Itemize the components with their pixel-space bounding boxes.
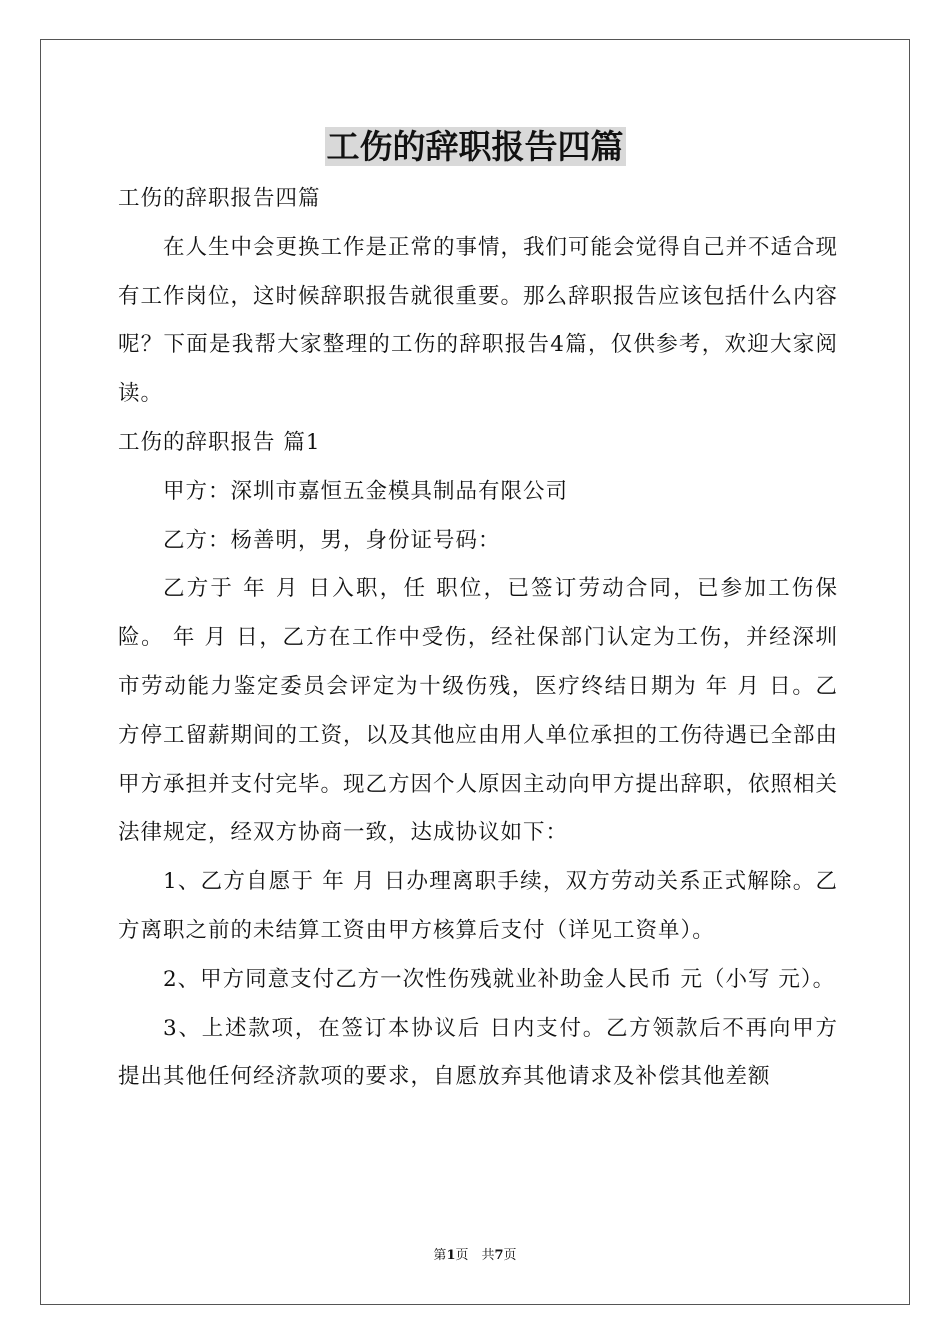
page-mid: 页 共	[455, 1248, 495, 1263]
paragraph: 工伤的辞职报告四篇	[118, 186, 321, 211]
page-prefix: 第	[433, 1248, 447, 1263]
page-current: 1	[446, 1248, 456, 1263]
document-body	[118, 175, 838, 1102]
paragraph: 2、甲方同意支付乙方一次性伤残就业补助金人民币 元（小写 元）。	[163, 966, 836, 992]
paragraph: 3、上述款项，在签订本协议后 日内支付。乙方领款后不再向甲方提出其他任何经济款项的要求，自愿放弃其他请求及补偿其他差额	[118, 1015, 838, 1090]
section-heading: 工伤的辞职报告 篇1	[118, 429, 321, 455]
paragraph: 在人生中会更换工作是正常的事情，我们可能会觉得自己并不适合现有工作岗位，这时候辞职报告就很重要。那么辞职报告应该包括什么内容呢？下面是我帮大家整理的工伤的辞职报告4篇，仅供参考，欢迎大家阅读。	[118, 234, 839, 407]
page-total: 7	[494, 1248, 504, 1263]
document-title	[0, 124, 950, 170]
page-suffix: 页	[503, 1248, 517, 1263]
paragraph: 乙方：杨善明，男，身份证号码：	[163, 527, 501, 553]
paragraph: 乙方于 年 月 日入职，任 职位，已签订劳动合同，已参加工伤保险。 年 月 日，乙方在工作中受伤，经社保部门认定为工伤，并经深圳市劳动能力鉴定委员会评定为十级伤残，医疗终结日期为 年 月 日。乙方停工留薪期间的工资，以及其他应由用人单位承担的工伤待遇已全部由甲方承担并支付完毕。现乙方因个人原因主动向甲方提出辞职，依照相关法律规定，经双方协商一致，达成协议如下：	[118, 576, 839, 846]
page-footer	[0, 1247, 950, 1265]
document-title-text: 工伤的辞职报告四篇	[326, 127, 624, 166]
paragraph: 1、乙方自愿于 年 月 日办理离职手续，双方劳动关系正式解除。乙方离职之前的未结算工资由甲方核算后支付（详见工资单）。	[118, 869, 838, 943]
paragraph: 甲方：深圳市嘉恒五金模具制品有限公司	[163, 478, 569, 504]
